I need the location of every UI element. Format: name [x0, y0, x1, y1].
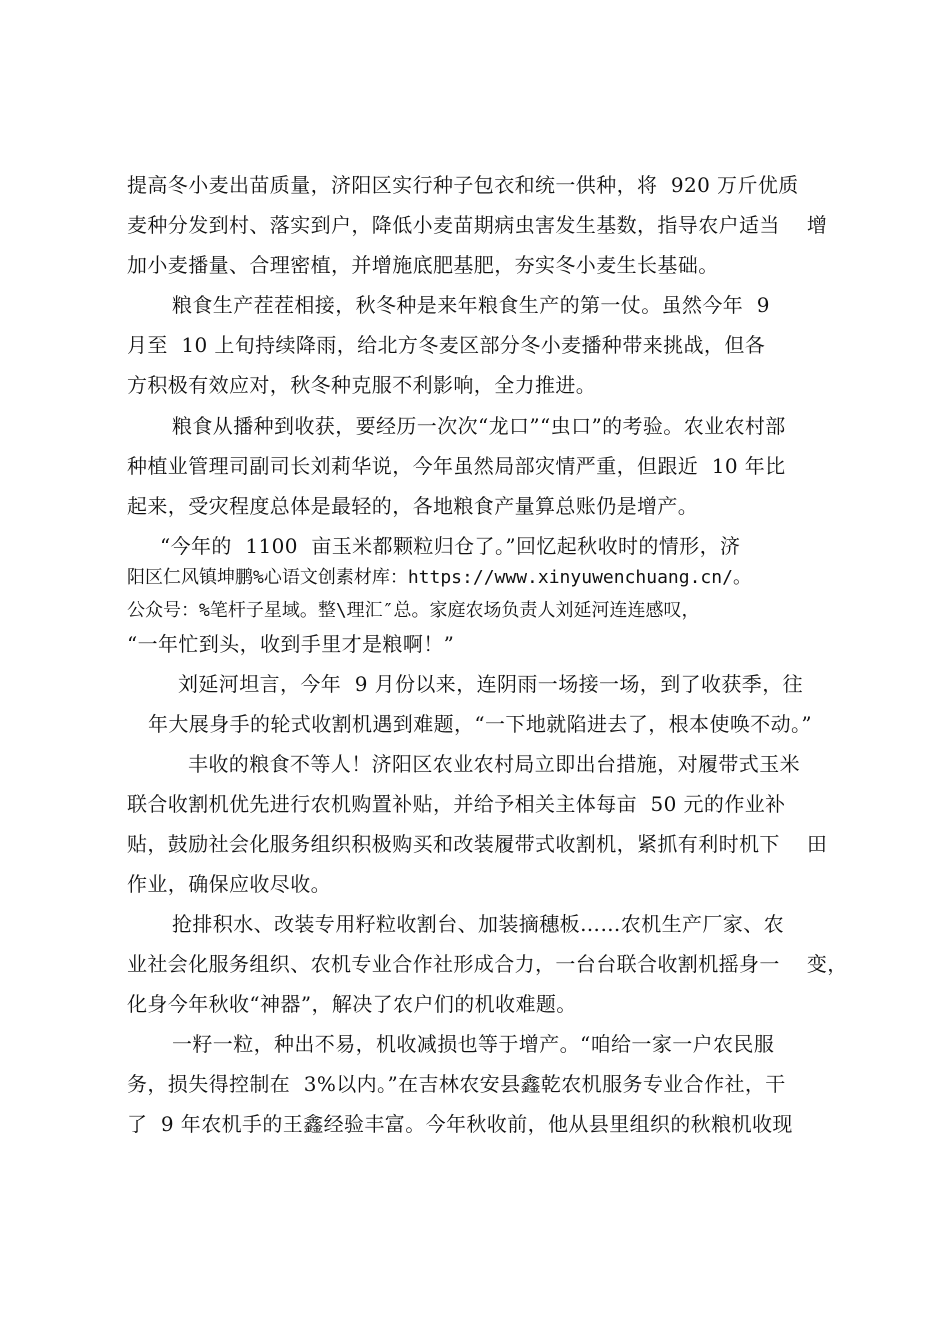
text-line: 方积极有效应对，秋冬种克服不利影响，全力推进。 [127, 373, 597, 397]
text-line: “今年的 1100 亩玉米都颗粒归仓了。”回忆起秋收时的情形，济 [160, 534, 741, 558]
text-line: 麦种分发到村、落实到户，降低小麦苗期病虫害发生基数，指导农户适当 增 [127, 213, 828, 237]
text-line: 种植业管理司副司长刘莉华说，今年虽然局部灾情严重，但跟近 10 年比 [127, 454, 786, 478]
text-line: 务，损失得控制在 3%以内。”在吉林农安县鑫乾农机服务专业合作社，干 [127, 1072, 786, 1096]
text-line: 年大展身手的轮式收割机遇到难题，“一下地就陷进去了，根本使唤不动。” [148, 712, 813, 736]
text-line: 业社会化服务组织、农机专业合作社形成合力，一台台联合收割机摇身一 变， [127, 952, 848, 976]
text-line: 贴，鼓励社会化服务组织积极购买和改装履带式收割机，紧抓有利时机下 田 [127, 832, 828, 856]
text-line: 刘延河坦言，今年 9 月份以来，连阴雨一场接一场，到了收获季，往 [178, 672, 803, 696]
text-line: 化身今年秋收“神器”，解决了农户们的机收难题。 [127, 992, 577, 1016]
text-line: 加小麦播量、合理密植，并增施底肥基肥，夯实冬小麦生长基础。 [127, 253, 719, 277]
text-line: 了 9 年农机手的王鑫经验丰富。今年秋收前，他从县里组织的秋粮机收现 [127, 1112, 793, 1136]
text-line: 起来，受灾程度总体是最轻的，各地粮食产量算总账仍是增产。 [127, 494, 699, 518]
text-line: 作业，确保应收尽收。 [127, 872, 331, 896]
text-line: “一年忙到头，收到手里才是粮啊！” [127, 632, 455, 656]
text-line: 一籽一粒，种出不易，机收减损也等于增产。“咱给一家一户农民服 [172, 1032, 775, 1056]
text-line: 抢排积水、改装专用籽粒收割台、加装摘穗板……农机生产厂家、农 [172, 912, 784, 936]
text-line: 粮食从播种到收获，要经历一次次“龙口”“虫口”的考验。农业农村部 [172, 414, 786, 438]
text-line: 公众号：%笔杆子星域。整\理汇″总。家庭农场负责人刘延河连连感叹， [127, 600, 700, 621]
text-line: 阳区仁风镇坤鹏%心语文创素材库：https://www.xinyuwenchuang.cn/。 [127, 567, 751, 588]
text-line: 粮食生产茬茬相接，秋冬种是来年粮食生产的第一仗。虽然今年 9 [172, 293, 770, 317]
text-line: 丰收的粮食不等人！济阳区农业农村局立即出台措施，对履带式玉米 [188, 752, 800, 776]
text-line: 联合收割机优先进行农机购置补贴，并给予相关主体每亩 50 元的作业补 [127, 792, 786, 816]
text-line: 月至 10 上旬持续降雨，给北方冬麦区部分冬小麦播种带来挑战，但各 [127, 333, 766, 357]
text-line: 提高冬小麦出苗质量，济阳区实行种子包衣和统一供种，将 920 万斤优质 [127, 173, 799, 197]
